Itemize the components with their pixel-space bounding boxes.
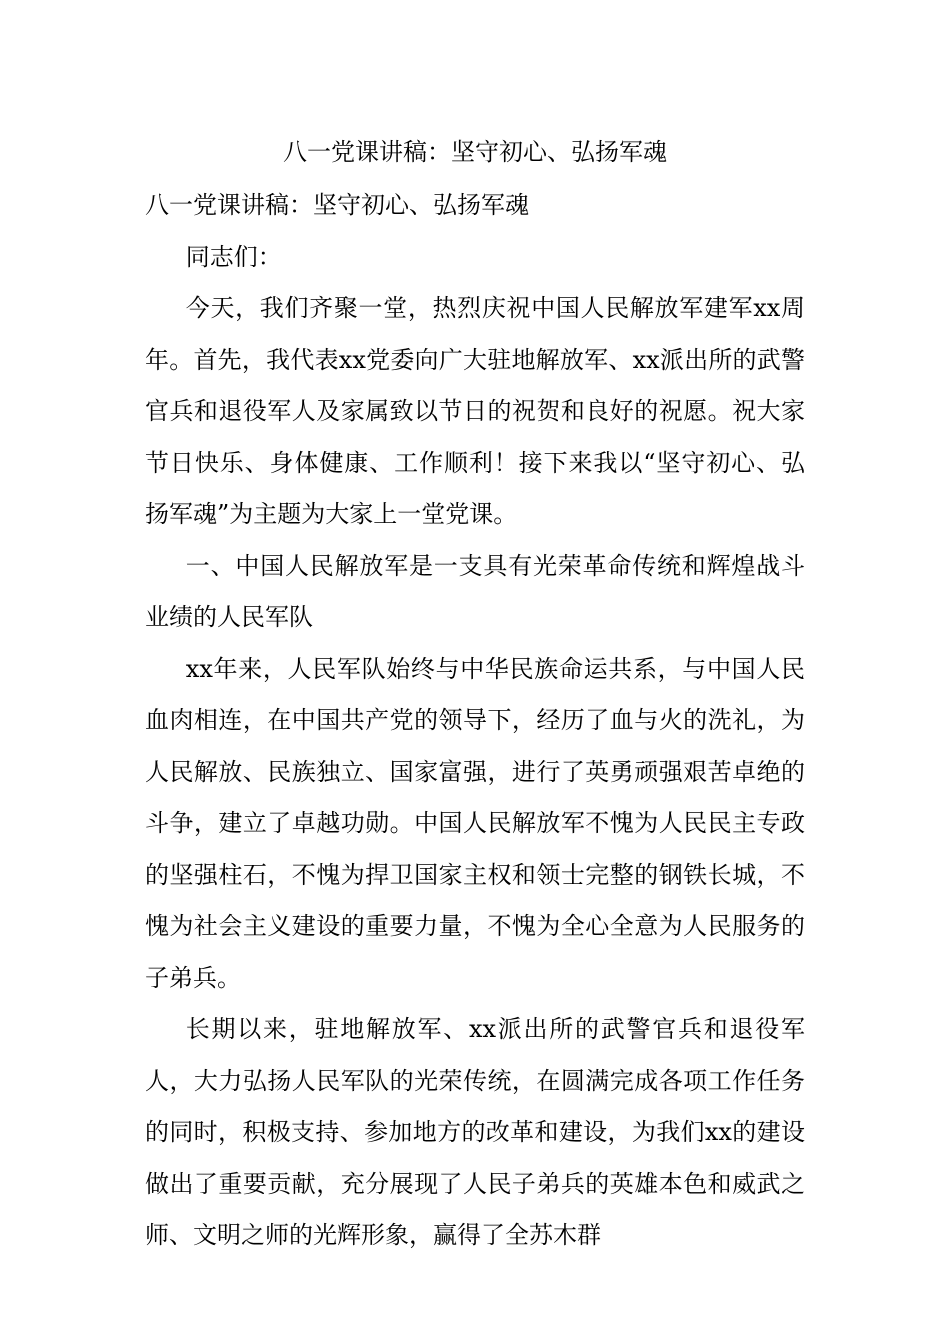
opening-paragraph: 今天，我们齐聚一堂，热烈庆祝中国人民解放军建军xx周年。首先，我代表xx党委向广大驻地解放军、xx派出所的武警官兵和退役军人及家属致以节日的祝贺和良好的祝愿。祝大家节日快乐、身体健康、工作顺利！接下来我以“坚守初心、弘扬军魂”为主题为大家上一堂党课。 — [145, 294, 805, 528]
salutation-paragraph: 同志们： — [185, 242, 282, 271]
document-body — [145, 180, 805, 1262]
body-paragraph: xx年来，人民军队始终与中华民族命运共系，与中国人民血肉相连，在中国共产党的领导下，经历了血与火的洗礼，为人民解放、民族独立、国家富强，进行了英勇顽强艰苦卓绝的斗争，建立了卓越功勋。中国人民解放军不愧为人民民主专政的坚强柱石，不愧为捍卫国家主权和领士完整的钢铁长城，不愧为社会主义建设的重要力量，不愧为全心全意为人民服务的子弟兵。 — [145, 654, 805, 992]
document-title: 八一党课讲稿：坚守初心、弘扬军魂 — [283, 138, 667, 166]
subtitle-paragraph: 八一党课讲稿：坚守初心、弘扬军魂 — [145, 191, 529, 219]
section-heading-1: 一、中国人民解放军是一支具有光荣革命传统和辉煌战斗业绩的人民军队 — [145, 551, 805, 631]
body-paragraph: 长期以来，驻地解放军、xx派出所的武警官兵和退役军人，大力弘扬人民军队的光荣传统，在圆满完成各项工作任务的同时，积极支持、参加地方的改革和建设，为我们xx的建设做出了重要贡献，充分展现了人民子弟兵的英雄本色和威武之师、文明之师的光辉形象，赢得了全苏木群 — [145, 1015, 805, 1249]
